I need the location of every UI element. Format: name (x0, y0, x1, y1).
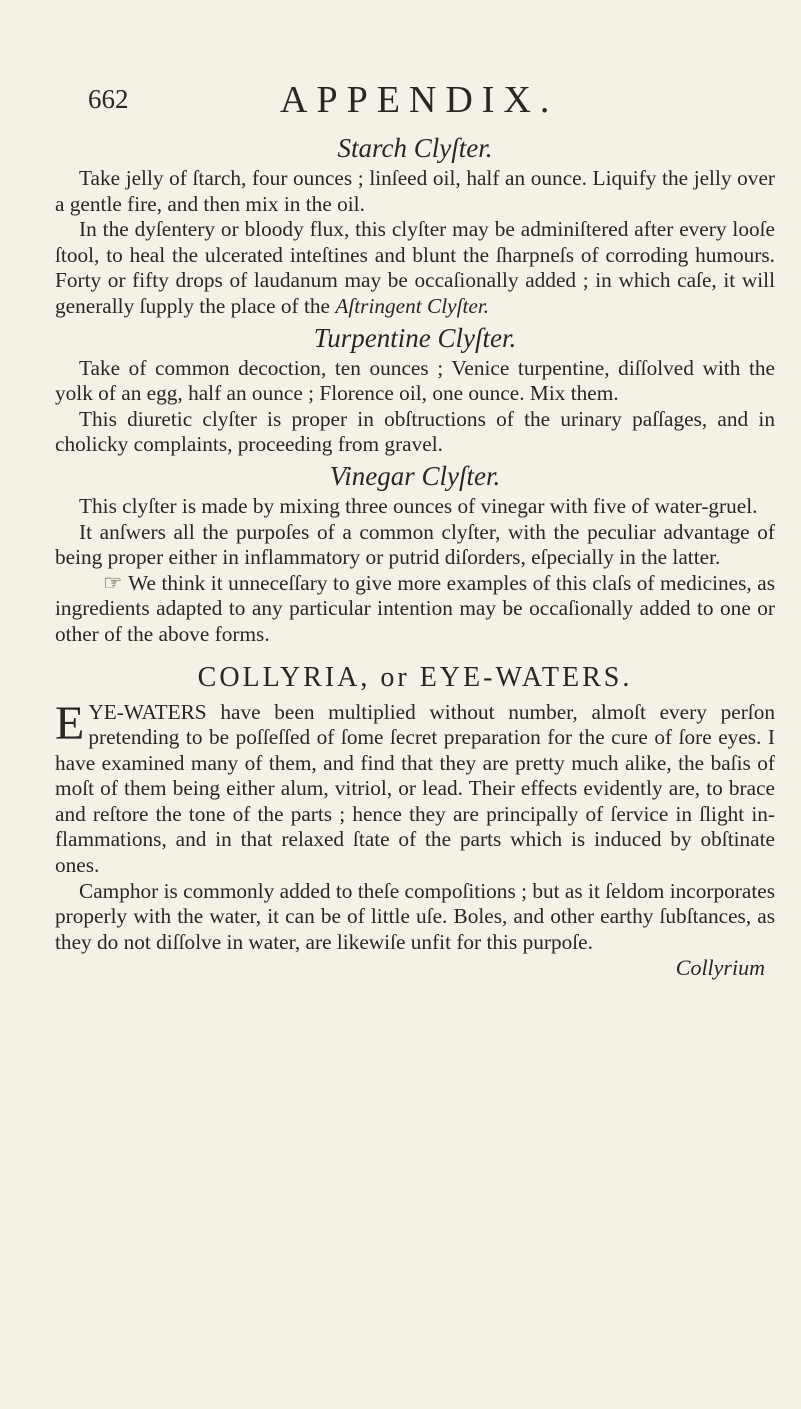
paragraph-text: In the dyſentery or bloody flux, this clyſter may be adminiſtered after every looſe ſtool, to heal the ulcerated inteſtines and blunt the ſharpneſs of corroding humours. Forty or fifty drops of laudanum may be occaſionally added ; in which caſe, it will generally ſupply the place of the (55, 217, 775, 318)
paragraph: This clyſter is made by mixing three ounces of vinegar with five of water-gruel. (79, 493, 758, 518)
heading-collyria: COLLYRIA, or EYE-WATERS. (197, 661, 633, 693)
heading-starch-clyster: Starch Clyſter. (337, 133, 493, 163)
paragraph: Take of common decoction, ten ounces ; Venice turpentine, diſſolved with the yolk of an egg, half an ounce ; Florence oil, one ounce. Mix them. (55, 355, 775, 406)
cross-reference: Aſtringent Clyſter. (335, 293, 490, 318)
paragraph: Take jelly of ſtarch, four ounces ; linſeed oil, half an ounce. Liquify the jelly over a gentle fire, and then mix in the oil. (55, 166, 775, 216)
drop-cap: E (55, 696, 85, 750)
pointing-hand-icon: ☞ (103, 570, 123, 595)
paragraph: This diuretic clyſter is proper in obſtructions of the urinary paſſages, and in cholicky complaints, proceeding from gravel. (55, 406, 775, 457)
page-number: 662 (88, 84, 129, 114)
heading-turpentine-clyster: Turpentine Clyſter. (313, 322, 517, 353)
paragraph (55, 696, 775, 879)
paragraph: It anſwers all the purpoſes of a common clyſter, with the peculiar advantage of being proper either in inflammatory or putrid diſorders, eſpecially in the latter. (55, 519, 775, 570)
body-text (55, 130, 775, 981)
paragraph (55, 571, 775, 648)
paragraph-text: YE-WATERS have been multiplied without number, almoſt every perſon pretending to be poſſeſſed of ſome ſecret preparation for the cure of ſore eyes. I have examined many of them, and find that they are pretty much alike, the baſis of moſt of them being either alum, vitriol, or lead. Their effects evidently are, to brace and reſtore the tone of the parts ; hence they are principally of ſervice in ſlight inflammations, and in that relaxed ſtate of the parts which is induced by obſtinate ones. (55, 699, 775, 878)
running-title: APPENDIX. (280, 79, 559, 121)
catchword: Collyrium (675, 955, 765, 981)
paragraph: Camphor is commonly added to theſe compoſitions ; but as it ſeldom incorporates properly with the water, it can be of little uſe. Boles, and other earthy ſubſtances, as they do not diſſolve in water, are likewiſe unfit for this purpoſe. (55, 878, 775, 954)
heading-vinegar-clyster: Vinegar Clyſter. (329, 460, 501, 491)
running-head (88, 78, 778, 122)
paragraph-text: We think it unneceſſary to give more examples of this claſs of medicines, as ingredients adapted to any particular intention may be occaſionally added to one or other of the above forms. (55, 570, 775, 646)
paragraph (55, 217, 775, 319)
